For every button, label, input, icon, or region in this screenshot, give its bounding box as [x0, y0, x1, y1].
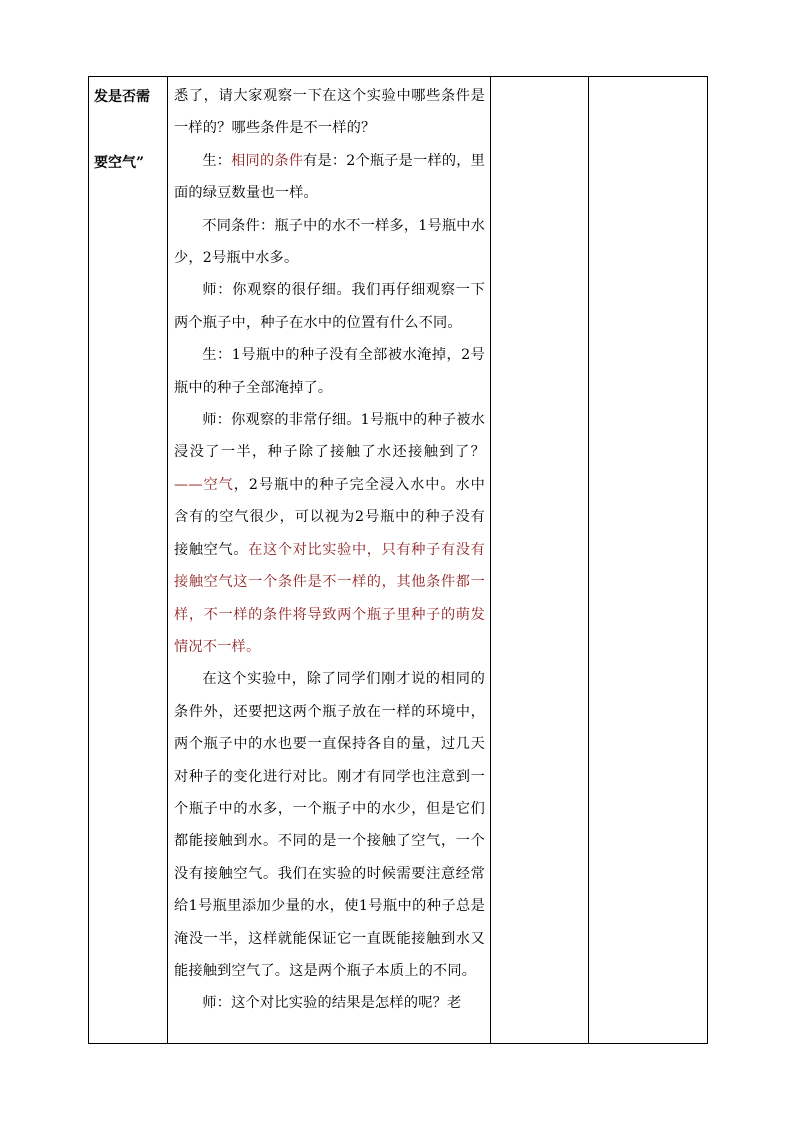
paragraph-text: 生：1号瓶中的种子没有全部被水淹掉，2号瓶中的种子全部淹掉了。	[174, 347, 485, 396]
highlighted-text: 相同的条件	[231, 152, 304, 169]
paragraph-text: 悉了，请大家观察一下在这个实验中哪些条件是一样的？哪些条件是不一样的？	[174, 88, 485, 137]
paragraph	[174, 987, 485, 1019]
paragraph-text: ，2号瓶中的种子完全浸入水中。水中含有的空气很少，可以视为2号瓶中的种子没有接触空气。	[174, 476, 485, 558]
empty-cell-3	[491, 77, 589, 1044]
paragraph-text: 生：	[202, 152, 232, 169]
paragraph	[174, 80, 485, 145]
paragraph-text: 师：这个对比实验的结果是怎样的呢？老	[202, 995, 462, 1012]
paragraph	[174, 145, 485, 210]
paragraph-text: 不同条件：瓶子中的水不一样多，1号瓶中水少，2号瓶中水多。	[174, 217, 485, 267]
paragraph-text: 师：你观察的很仔细。我们再仔细观察一下两个瓶子中，种子在水中的位置有什么不同。	[174, 282, 485, 331]
paragraph-text: 有是：2个瓶子是一样的，里面的绿豆数量也一样。	[174, 152, 486, 202]
highlighted-text: 在这个对比实验中，只有种子有没有接触空气这一个条件是不一样的，其他条件都一样，不一样的条件将导致两个瓶子里种子的萌发情况不一样。	[174, 541, 485, 655]
paragraph	[174, 663, 485, 987]
table-row	[89, 77, 708, 1044]
lesson-plan-table	[88, 76, 708, 1044]
stage-cell	[89, 77, 168, 1044]
paragraph	[174, 339, 485, 404]
empty-cell-4	[589, 77, 708, 1044]
stage-line-2: 要空气”	[94, 155, 145, 171]
paragraph	[174, 210, 485, 275]
lesson-content	[168, 77, 490, 1020]
paragraph	[174, 274, 485, 339]
highlighted-text: ——空气	[174, 476, 234, 493]
paragraph-text: 在这个实验中，除了同学们刚才说的相同的条件外，还要把这两个瓶子放在一样的环境中，两个瓶子中的水也要一直保持各自的量，过几天对种子的变化进行对比。刚才有同学也注意到一个瓶子中的水多，一个瓶子中的水少，但是它们都能接触到水。不同的是一个接触了空气，一个没有接触空气。我们在实验的时候需要注意经常给1号瓶里添加少量的水，使1号瓶中的种子总是淹没一半，这样就能保证它一直既能接触到水又能接触到空气了。这是两个瓶子本质上的不同。	[174, 671, 485, 979]
paragraph-text: 师：你观察的非常仔细。1号瓶中的种子被水浸没了一半，种子除了接触了水还接触到了？	[174, 412, 485, 461]
paragraph	[174, 404, 485, 663]
content-cell	[168, 77, 491, 1044]
stage-line-1: 发是否需	[94, 89, 150, 105]
